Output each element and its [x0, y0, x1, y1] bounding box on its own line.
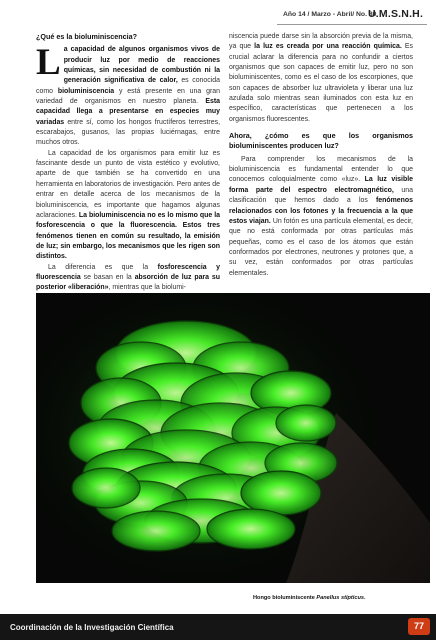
footer-label: Coordinación de la Investigación Científica — [10, 623, 174, 632]
page-header — [0, 0, 436, 28]
issue-label: Año 14 / Marzo - Abril/ No. 80 — [283, 11, 377, 18]
fungus-cap — [112, 511, 200, 551]
right-column — [229, 32, 413, 279]
organization-label: U.M.S.N.H. — [368, 8, 424, 20]
right-paragraph-1: niscencia puede darse sin la absorción previa de la misma, ya que la luz es creada por una reacción química. Es crucial aclarar la diferencia para no confundir a ciertos organismos que son capaces de emitir luz, pero no son bioluminiscentes, como es el caso de los escorpiones, que son capaces de absorber luz ultravioleta y liberar una luz azulada solo mientras sean iluminados con esta luz en específico, características que pertenecen a los organismos fluorescentes. — [229, 33, 414, 123]
fungus-cap — [72, 468, 140, 508]
fungus-cap — [207, 509, 295, 549]
photo-caption: Hongo bioluminiscente Panellus stipticus. — [253, 595, 366, 601]
section-heading-what-is: ¿Qué es la bioluminiscencia? — [36, 32, 138, 41]
section-heading-how: Ahora, ¿cómo es que los organismos bioluminiscentes producen luz? — [229, 131, 413, 151]
left-paragraph-2: La capacidad de los organismos para emitir luz es fascinante desde un punto de vista estético y evolutivo, aparte de que también se ha convertido en una herramienta en laboratorios de investigación. Pero antes de entrar en detalle acerca de los mecanismos de la bioluminiscencia, es importante que hagamos algunas aclaraciones. La bioluminiscencia no es lo mismo que la fosforescencia o que la fluorescencia. Estos tres fenómenos tienen en común su resultado, la emisión de luz; sin embargo, los mecanismos que les rigen son distintos. — [36, 149, 220, 261]
bioluminescent-fungus-photo — [36, 293, 430, 583]
left-paragraph-3: La diferencia es que la fosforescencia y fluorescencia se basan en la absorción de luz para su posterior «liberación», mientras que la biolumi- — [36, 263, 221, 292]
drop-cap: L — [36, 42, 61, 84]
left-column — [36, 32, 220, 294]
fungus-cap — [276, 405, 336, 441]
fungus-illustration — [36, 293, 430, 583]
right-paragraph-2: Para comprender los mecanismos de la bioluminiscencia es fundamental entender lo que conocemos coloquialmente como «luz». La luz visible forma parte del espectro electromagnético, una clasificación que hemos dado a los fenómenos relacionados con los fotones y la frecuencia a la que estos viajan. Un fotón es una partícula elemental, es decir, que no está conformada por otras partículas más pequeñas, como es el caso de los átomos que están conformados por electrones, neutrones y protones que, a su vez, están conformados por otras partículas elementales. — [229, 155, 413, 277]
fungus-cap — [241, 471, 321, 515]
header-rule — [277, 24, 427, 25]
page-footer — [0, 614, 436, 640]
left-paragraph-1: La capacidad de algunos organismos vivos de producir luz por medio de reacciones químicas, sin necesidad de combustión ni la generación significativa de calor, es conocida como bioluminiscencia y está presente en una gran variedad de organismos en nuestro planeta. Esta capacidad llega a presentarse en especies muy variadas entre sí, como los hongos fructíferos terrestres, escarabajos, gusanos, las propias luciérnagas, entre muchos otros. — [36, 42, 220, 147]
page-number: 77 — [408, 618, 430, 635]
